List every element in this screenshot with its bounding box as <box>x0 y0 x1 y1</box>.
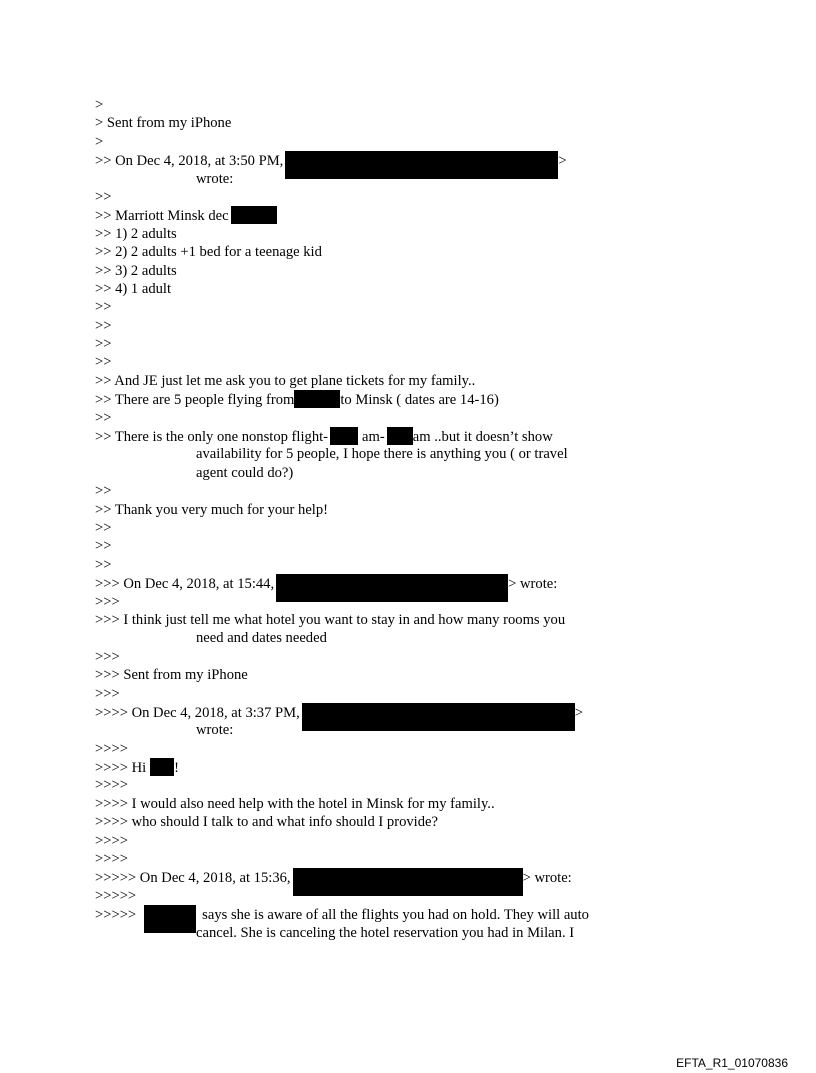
wrapped-line <box>95 464 655 482</box>
line-text: agent could do?) <box>196 464 294 481</box>
line-text: > wrote: <box>508 576 558 593</box>
line-text: >> And JE just let me ask you to get plane tickets for my family.. <box>95 372 476 389</box>
email-header-line <box>95 703 655 721</box>
quote-line <box>95 225 655 243</box>
line-text: > <box>95 97 104 113</box>
quote-line <box>95 353 655 371</box>
redaction-box <box>330 427 358 445</box>
wrapped-line <box>95 445 655 463</box>
quote-line <box>95 850 655 868</box>
line-text: > <box>558 153 567 170</box>
line-text: >>> I think just tell me what hotel you want to stay in and how many rooms you <box>95 611 566 628</box>
line-text: >>>> who should I talk to and what info should I provide? <box>95 814 438 831</box>
line-text: >> <box>95 483 112 500</box>
line-text: > <box>574 704 584 721</box>
redaction-box <box>294 390 340 408</box>
quote-line <box>95 813 655 831</box>
line-text: need and dates needed <box>196 630 327 647</box>
redaction-box <box>150 758 174 776</box>
line-text: am ..but it doesn’t show <box>412 429 553 446</box>
line-text: >> <box>95 299 112 316</box>
quote-line <box>95 262 655 280</box>
line-text: >> There are 5 people flying from <box>95 392 295 409</box>
quote-line <box>95 96 655 114</box>
quote-line <box>95 611 655 629</box>
wrapped-line <box>95 629 655 647</box>
email-thread <box>95 96 655 942</box>
quote-line <box>95 593 655 611</box>
line-text: >>>>> On Dec 4, 2018, at 15:36, <box>95 870 291 887</box>
line-text: >> On Dec 4, 2018, at 3:50 PM, <box>95 153 284 170</box>
line-text: >>>> <box>95 851 128 868</box>
email-header-continuation <box>95 721 655 739</box>
quote-line <box>95 519 655 537</box>
quote-line <box>95 740 655 758</box>
line-text: >> 2) 2 adults +1 bed for a teenage kid <box>95 244 322 261</box>
quote-line <box>95 501 655 519</box>
quote-line <box>95 133 655 151</box>
wrapped-line <box>95 924 655 942</box>
line-text: >>> <box>95 593 120 610</box>
quote-line <box>95 556 655 574</box>
email-header-line <box>95 574 655 592</box>
line-text: > <box>95 133 104 150</box>
line-text: wrote: <box>196 170 234 187</box>
quote-line <box>95 206 655 224</box>
quote-line <box>95 758 655 776</box>
line-text: > wrote: <box>522 870 572 887</box>
line-text: >> <box>95 556 112 573</box>
quote-line <box>95 317 655 335</box>
quote-line <box>95 482 655 500</box>
line-text: >> <box>95 188 112 205</box>
line-text: >> <box>95 354 112 371</box>
quote-line <box>95 372 655 390</box>
line-text: to Minsk ( dates are 14-16) <box>340 392 499 409</box>
line-text: ! <box>174 760 180 777</box>
line-text: says she is aware of all the flights you had on hold. They will auto <box>202 907 589 924</box>
quote-line <box>95 832 655 850</box>
line-text: > Sent from my iPhone <box>95 115 232 132</box>
quote-line <box>95 666 655 684</box>
line-text: >>> On Dec 4, 2018, at 15:44, <box>95 576 275 593</box>
line-text: availability for 5 people, I hope there is anything you ( or travel <box>196 446 568 463</box>
email-header-line <box>95 151 655 169</box>
quote-line <box>95 685 655 703</box>
line-text: >> 1) 2 adults <box>95 225 177 242</box>
line-text: >>>> <box>95 832 128 849</box>
document-id-footer: EFTA_R1_01070836 <box>676 1056 788 1070</box>
line-text: >>>> On Dec 4, 2018, at 3:37 PM, <box>95 704 300 721</box>
line-text: >>>> <box>95 740 128 757</box>
quote-line <box>95 114 655 132</box>
quote-line <box>95 427 655 445</box>
line-text: >> <box>95 519 112 536</box>
line-text: wrote: <box>196 722 234 739</box>
email-header-continuation <box>95 170 655 188</box>
quote-line <box>95 776 655 794</box>
line-text: cancel. She is canceling the hotel reservation you had in Milan. I <box>196 924 575 941</box>
line-text: >>> <box>95 685 120 702</box>
quote-line <box>95 280 655 298</box>
line-text: am- <box>362 429 385 446</box>
quote-line <box>95 409 655 427</box>
email-header-line <box>95 868 655 886</box>
line-text: >> 4) 1 adult <box>95 280 172 297</box>
line-text: >> Thank you very much for your help! <box>95 501 329 518</box>
line-text: >>>> Hi <box>95 760 147 777</box>
line-text: >>> Sent from my iPhone <box>95 667 248 684</box>
quote-line <box>95 243 655 261</box>
line-text: >>>>> <box>95 907 137 924</box>
quote-line <box>95 795 655 813</box>
quote-line <box>95 335 655 353</box>
line-text: >>>>> <box>95 887 137 904</box>
line-text: >> 3) 2 adults <box>95 262 177 279</box>
quote-line <box>95 188 655 206</box>
redaction-box <box>387 427 413 445</box>
line-text: >>>> <box>95 777 128 794</box>
line-text: >> <box>95 336 112 353</box>
quote-line <box>95 887 655 905</box>
line-text: >> There is the only one nonstop flight- <box>95 429 329 446</box>
quote-line <box>95 648 655 666</box>
line-text: >> Marriott Minsk dec <box>95 208 229 225</box>
line-text: >>>> I would also need help with the hotel in Minsk for my family.. <box>95 795 495 812</box>
quote-line <box>95 390 655 408</box>
redaction-box <box>231 206 277 224</box>
line-text: >>> <box>95 648 120 665</box>
quote-line <box>95 298 655 316</box>
line-text: >> <box>95 538 112 555</box>
quote-line <box>95 905 655 923</box>
line-text: >> <box>95 409 112 426</box>
line-text: >> <box>95 317 112 334</box>
quote-line <box>95 537 655 555</box>
